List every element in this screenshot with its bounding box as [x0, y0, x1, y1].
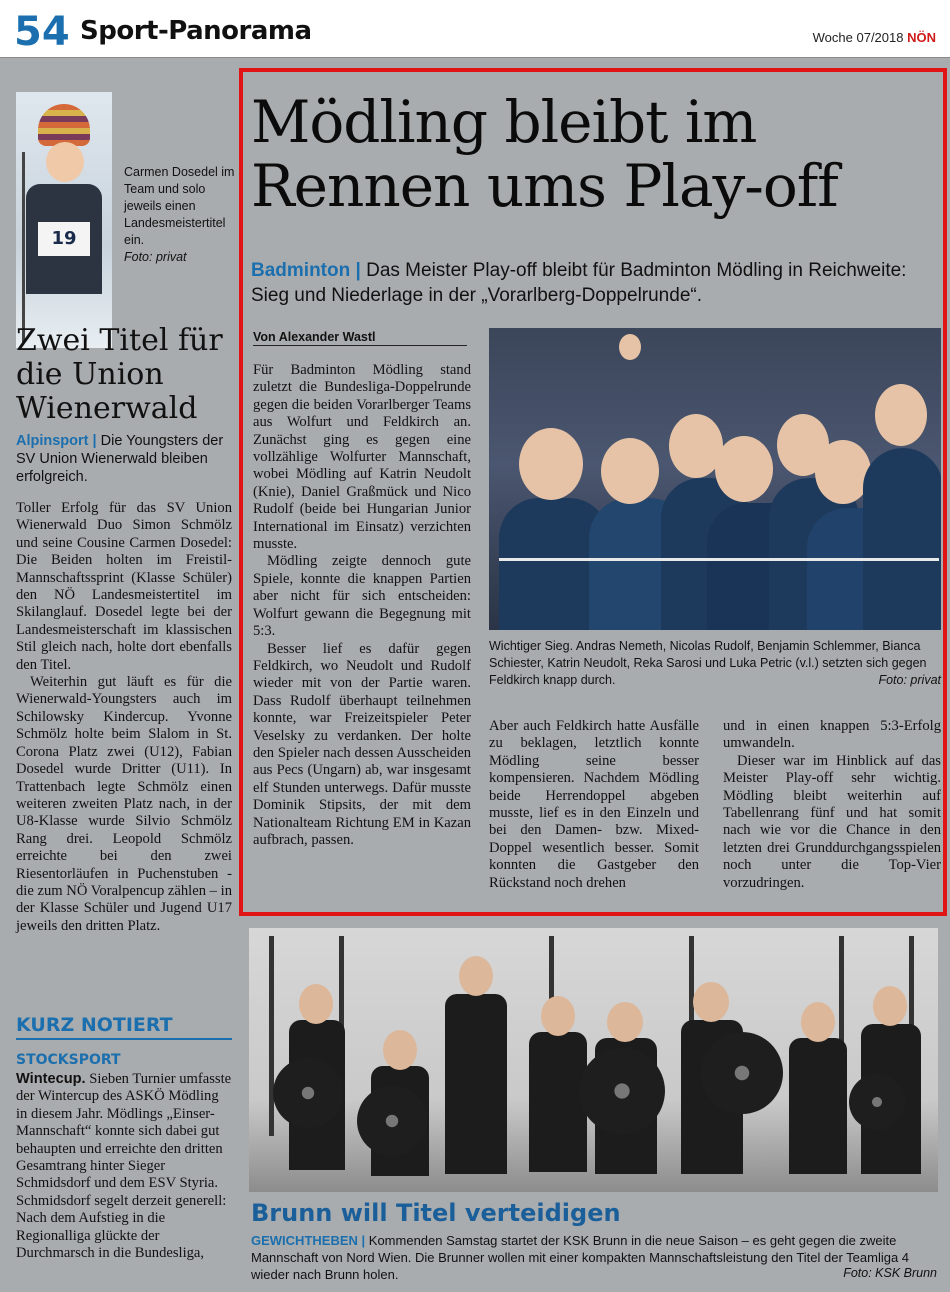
- lifter-head: [459, 956, 493, 996]
- raised-fist: [619, 334, 641, 360]
- paragraph: Mödling zeigte dennoch gute Spiele, konnte die knappen Partien aber nicht für sich entscheiden: Wolfurt gewann die Begegnung mit 5:3.: [253, 553, 471, 640]
- shirt-stripe: [499, 558, 939, 561]
- lifter-head: [801, 1002, 835, 1042]
- article-lead: [16, 432, 236, 486]
- main-headline: Mödling bleibt im Rennen ums Play-off: [251, 88, 838, 220]
- lifter-head: [299, 984, 333, 1024]
- kurz-notiert-title: KURZ NOTIERT: [16, 1014, 232, 1040]
- issue-week: Woche 07/2018: [812, 30, 904, 45]
- paragraph: und in einen knappen 5:3-Erfolg umwandeln.: [723, 718, 941, 752]
- text-column-2: [489, 718, 699, 892]
- separator: |: [361, 1233, 366, 1248]
- lifter: [529, 1032, 587, 1172]
- caption-text: Carmen Dosedel im Team und solo jeweils einen Landesmeistertitel ein.: [124, 165, 235, 247]
- lifter-head: [383, 1030, 417, 1070]
- article-headline: Zwei Titel für die Union Wienerwald: [16, 323, 223, 426]
- skier-photo: [16, 92, 112, 348]
- lead-text: Das Meister Play-off bleibt für Badminton Mödling in Reichweite: Sieg und Niederlage in der „Vorarlberg-Doppelrunde“.: [251, 260, 907, 306]
- main-lead: [251, 258, 941, 308]
- lifter-head: [693, 982, 729, 1022]
- weight-plate: [273, 1058, 343, 1128]
- player-face: [715, 436, 773, 502]
- kurz-notiert-subtitle: STOCKSPORT: [16, 1052, 121, 1068]
- barbell-bar: [269, 936, 274, 1136]
- paragraph: Toller Erfolg für das SV Union Wienerwald Duo Simon Schmölz und seine Cousine Carmen Dosedel: Die Beiden holten im Freistil-Mannschaftssprint (Klasse Schüler) den NÖ Landesmeistertitel im Skilanglauf. Dosedel legte bei der Landesmeisterschaft im klassischen Stil gleich nach, holte dort ebenfalls den Titel.: [16, 500, 232, 673]
- kurz-text: Sieben Turnier umfasste der Wintercup des ASKÖ Mödling in diesem Jahr. Mödlings „Einser-Mannschaft“ konnte sich dabei gut behaupten und erreichte den dritten Gesamtrang hinter Sieger Schmidsdorf und dem ESV Styria. Schmidsdorf segelt derzeit generell: Nach dem Aufstieg in die Regionalliga glückte der Durchmarsch in die Bundesliga,: [16, 1071, 232, 1262]
- kicker: Alpinsport: [16, 433, 89, 449]
- team-photo: [489, 328, 941, 630]
- separator: |: [355, 260, 361, 281]
- paragraph: Dieser war im Hinblick auf das Meister Play-off sehr wichtig. Mödling bleibt weiterhin auf Tabellenrang fünf und hat somit nach wie vor die Chance in den letzten drei Grunddurchgangsspielen noch unter die Top-Vier vorzudringen.: [723, 752, 941, 891]
- lifter: [445, 994, 507, 1174]
- bottom-headline: Brunn will Titel verteidigen: [251, 1199, 621, 1227]
- lifter-head: [607, 1002, 643, 1042]
- kurz-notiert-body: [16, 1071, 232, 1262]
- brand-logo: NÖN: [907, 30, 936, 45]
- weight-plate: [579, 1048, 665, 1134]
- section-title: Sport-Panorama: [80, 16, 312, 46]
- lifter-head: [873, 986, 907, 1026]
- bottom-body: Kommenden Samstag startet der KSK Brunn in die neue Saison – es geht gegen die zweite Mannschaft von Nord Wien. Die Brunner wollen mit einer kompakten Mannschaftsleistung den Titel der Teamliga 4 wieder nach Brunn holen.: [251, 1233, 910, 1282]
- team-photo-credit: Foto: privat: [878, 673, 941, 687]
- player-face: [601, 438, 659, 504]
- byline: Von Alexander Wastl: [253, 330, 467, 346]
- main-article-frame: [239, 68, 947, 916]
- paragraph: Besser lief es dafür gegen Feldkirch, wo Neudolt und Rudolf wieder mit von der Partie waren. Dass Rudolf überhaupt teilnehmen konnte, war Freizeitspieler Peter Veselsky zu verdanken. Der holte den Spieler nach dessen Ausscheiden aus Pecs (Ungarn) ab, war insgesamt elf Stunden unterwegs. Dafür musste Dominik Stipsits, der mit dem Nationalteam Richtung EM in Kazan aufbrach, passen.: [253, 640, 471, 848]
- weight-plate: [849, 1074, 905, 1130]
- photo-caption: [124, 164, 236, 266]
- left-column: [0, 60, 240, 1292]
- start-bib: 19: [38, 222, 90, 256]
- issue-info: [813, 30, 936, 45]
- text-column-3: [723, 718, 941, 892]
- lifter-head: [541, 996, 575, 1036]
- skier-face: [46, 142, 84, 182]
- player-shirt: [863, 448, 941, 630]
- knit-hat: [38, 104, 90, 146]
- kicker: Badminton: [251, 260, 351, 281]
- weightlifting-team-photo: [249, 928, 938, 1192]
- lead-text: Die Youngsters der SV Union Wienerwald bleiben erfolgreich.: [16, 433, 224, 485]
- text-column-1: [253, 362, 471, 849]
- player-face: [875, 384, 927, 446]
- paragraph: Weiterhin gut läuft es für die Wienerwald-Youngsters auch im Schilowsky Kindercup. Yvonne Schmölz holte beim Slalom in St. Corona Platz zwei (U12), Fabian Dosedel wurde Dritter (U11). In Trattenbach legte Schmölz einen weiteren zweiten Platz nach, in der U8-Klasse wurde Silvio Schmölz Rang drei. Leopold Schmölz erreichte bei den zwei Riesentorläufen in Puchenstuben - die zum NÖ Voralpencup zählen – in der Klasse Schüler und Jugend U17 jeweils den dritten Platz.: [16, 674, 232, 934]
- photo-credit: Foto: privat: [124, 250, 187, 264]
- paragraph: Aber auch Feldkirch hatte Ausfälle zu beklagen, letztlich konnte Mödling seine besser kompensieren. Nachdem Mödling beide Herrendoppel abgeben musste, lief es in den Einzeln und bei den Damen- bzw. Mixed-Doppel wesentlich besser. Somit konnten die Gastgeber den Rückstand noch drehen: [489, 718, 699, 891]
- bottom-photo-credit: Foto: KSK Brunn: [843, 1266, 937, 1280]
- kicker: GEWICHTHEBEN: [251, 1233, 358, 1248]
- lifter: [789, 1038, 847, 1174]
- article-body: [16, 500, 232, 935]
- page-number: 54: [14, 9, 70, 55]
- weight-plate: [701, 1032, 783, 1114]
- paragraph: Für Badminton Mödling stand zuletzt die Bundesliga-Doppelrunde gegen die beiden Vorarlberger Teams aus Wolfurt und Feldkirch an. Zunächst ging es gegen eine vollzählige Wolfurter Mannschaft, wobei Mödling auf Katrin Neudolt (Knie), Daniel Graßmück und Nico Rudolf (beide bei Hungarian Junior International im Einsatz) verzichten musste.: [253, 362, 471, 553]
- runin: Wintecup.: [16, 1071, 86, 1087]
- ski-pole: [22, 152, 25, 342]
- player-face: [519, 428, 583, 500]
- weight-plate: [357, 1086, 427, 1156]
- separator: |: [92, 433, 97, 449]
- team-photo-caption: Wichtiger Sieg. Andras Nemeth, Nicolas Rudolf, Benjamin Schlemmer, Bianca Schiester, Katrin Neudolt, Reka Sarosi und Luka Petric (v.l.) setzten sich gegen Feldkirch knapp durch.: [489, 639, 927, 687]
- page-header: [0, 0, 950, 58]
